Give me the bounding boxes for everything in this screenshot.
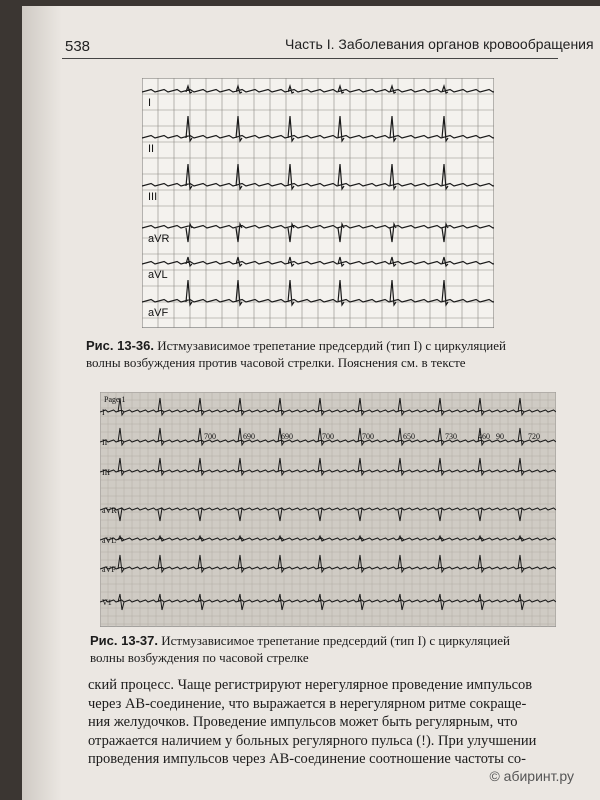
lead-label: aVF [148, 307, 169, 319]
body-line: через АВ-соединение, что выражается в нерегулярном ритме сокраще- [88, 695, 527, 712]
body-text [88, 676, 558, 769]
ecg-figure-13-36 [142, 78, 494, 328]
rr-interval-label: 690 [281, 432, 293, 441]
page-label: Page 1 [104, 395, 126, 404]
rr-interval-label: 460 [478, 432, 490, 441]
rr-interval-label: 650 [403, 432, 415, 441]
lead-label: V1 [102, 598, 112, 607]
rr-interval-label: 720 [528, 432, 540, 441]
body-line: проведения импульсов через АВ-соединение соотношение частоты со- [88, 751, 527, 767]
caption-line: Истмузависимое трепетание предсердий (тип I) с циркуляцией [161, 633, 510, 648]
caption-line: Истмузависимое трепетание предсердий (тип I) с циркуляцией [157, 338, 506, 353]
rr-interval-label: 690 [243, 432, 255, 441]
watermark: © абиринт.ру [489, 768, 574, 784]
lead-label: II [102, 438, 108, 447]
lead-label: III [102, 468, 110, 477]
rr-interval-label: 700 [322, 432, 334, 441]
lead-label: I [102, 408, 105, 417]
header-rule [62, 58, 558, 59]
figure-13-36-caption [86, 337, 558, 371]
lead-label: I [148, 97, 152, 109]
figure-13-37-label: Рис. 13-37. [90, 633, 158, 648]
ecg-figure-13-37 [100, 392, 556, 627]
running-head: Часть I. Заболевания органов кровообращения [285, 36, 594, 52]
rr-interval-label: 730 [445, 432, 457, 441]
rr-interval-label: 700 [362, 432, 374, 441]
lead-label: aVR [102, 506, 117, 515]
lead-label: aVF [102, 565, 116, 574]
caption-line: волны возбуждения против часовой стрелки. Пояснения см. в тексте [86, 355, 466, 370]
lead-label: II [148, 143, 155, 155]
lead-label: aVL [148, 269, 168, 281]
page-number: 538 [65, 38, 91, 55]
rr-interval-label: 700 [204, 432, 216, 441]
body-line: ский процесс. Чаще регистрируют нерегулярное проведение импульсов [88, 677, 533, 693]
lead-label: aVL [102, 536, 117, 545]
body-line: отражается наличием у больных регулярного пульса (!). При улучшении [88, 732, 537, 749]
page-gutter-shadow [22, 6, 62, 800]
caption-line: волны возбуждения по часовой стрелке [90, 650, 309, 665]
body-line: ния желудочков. Проведение импульсов может быть регулярным, что [88, 714, 518, 730]
figure-13-36-label: Рис. 13-36. [86, 338, 154, 353]
rr-interval-label: 90 [496, 432, 504, 441]
lead-label: III [148, 191, 158, 203]
figure-13-37-caption [90, 632, 560, 666]
lead-label: aVR [148, 233, 170, 245]
